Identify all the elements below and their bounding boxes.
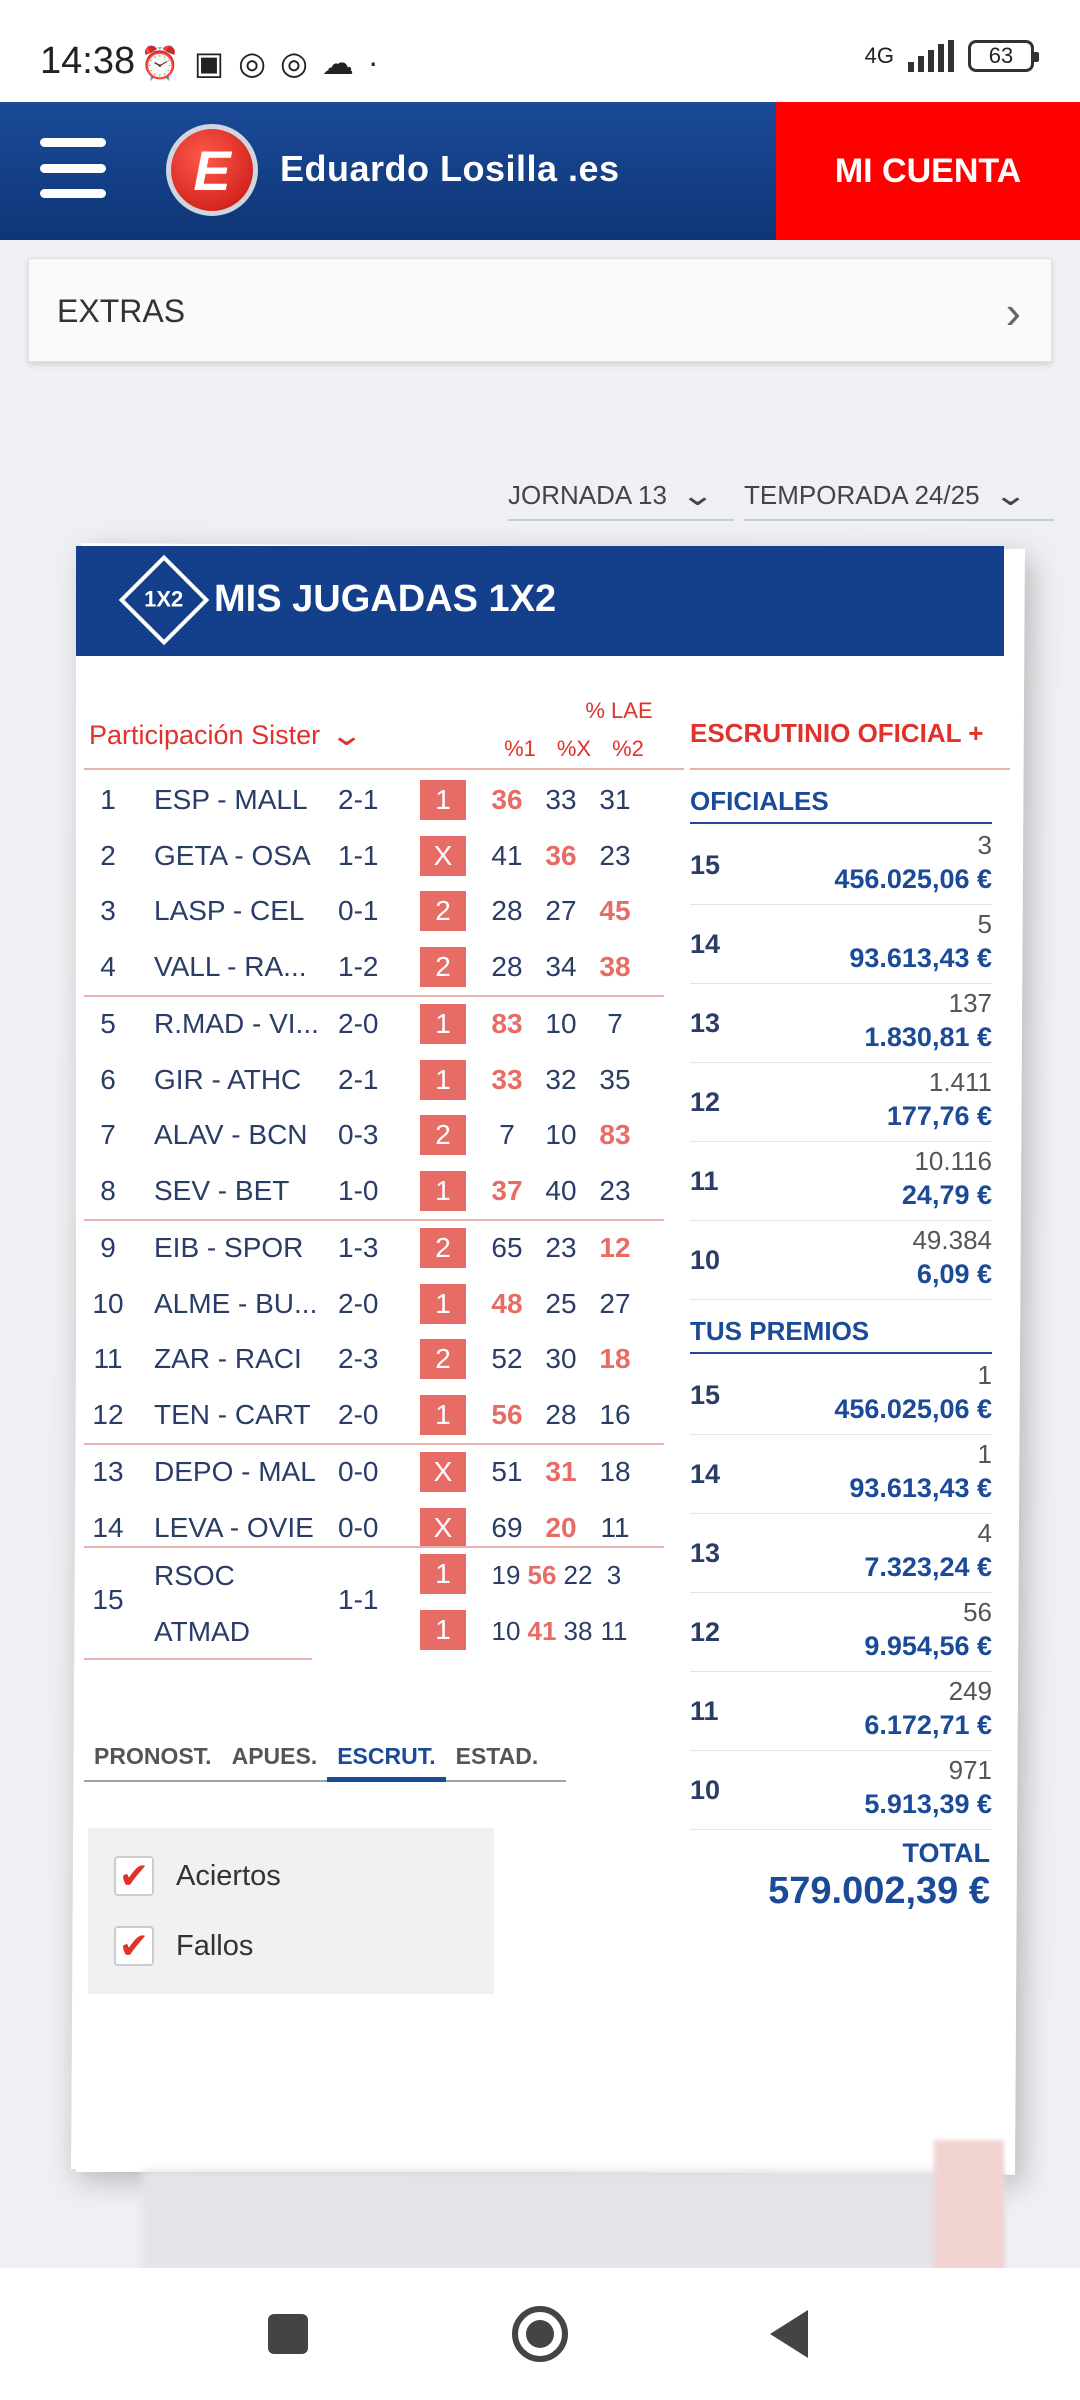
prize-count: 49.384 (912, 1225, 992, 1255)
pleno-home-team: RSOC (154, 1560, 235, 1591)
match-score: 2-3 (338, 1343, 379, 1374)
lae-percent: 27 (545, 895, 577, 926)
more-dot-icon: · (367, 44, 379, 80)
oficial-prize-row (690, 984, 992, 1063)
recents-icon[interactable] (268, 2314, 308, 2354)
lae-percent: 28 (491, 895, 523, 926)
prize-amount: 177,76 € (886, 1101, 992, 1131)
system-icons (865, 40, 1034, 72)
tus-premios-title: TUS PREMIOS (690, 1316, 870, 1346)
prize-category: 11 (690, 1696, 719, 1726)
prize-category: 12 (690, 1617, 721, 1647)
notification-icons (140, 44, 379, 82)
match-number: 14 (92, 1512, 124, 1543)
pleno-away-team: ATMAD (154, 1616, 250, 1647)
lae-percent: 51 (491, 1456, 523, 1487)
lae-percent: 20 (545, 1512, 577, 1543)
pleno-away-pct: 11 (600, 1616, 628, 1646)
match-number: 11 (93, 1343, 123, 1374)
prize-category: 13 (690, 1538, 721, 1568)
fallos-label: Fallos (176, 1929, 254, 1962)
match-row (84, 1052, 684, 1107)
prize-count: 10.116 (914, 1146, 992, 1176)
lae-percent: 18 (599, 1343, 631, 1374)
lae-percent: 83 (599, 1119, 631, 1150)
fallos-checkbox[interactable] (114, 1926, 253, 1966)
lae-percent: 31 (599, 784, 631, 815)
total-label: TOTAL (902, 1838, 990, 1868)
match-score: 1-0 (338, 1175, 379, 1206)
match-score: 1-1 (338, 840, 379, 871)
chevron-right-icon: › (1005, 286, 1021, 338)
match-number: 8 (100, 1175, 116, 1206)
oficial-prize-row (690, 1063, 992, 1142)
lae-percent: 35 (599, 1064, 631, 1095)
match-score: 2-0 (338, 1288, 379, 1319)
lae-percent: 28 (545, 1399, 577, 1430)
match-sign: 1 (420, 1004, 466, 1044)
match-sign: 1 (420, 1060, 466, 1100)
match-teams: ALME - BU... (154, 1288, 318, 1319)
lae-percent: 31 (545, 1456, 577, 1487)
match-score: 0-0 (338, 1512, 379, 1543)
prize-amount: 7.323,24 € (864, 1552, 992, 1582)
temporada-value: TEMPORADA 24/25 (744, 480, 980, 510)
lae-percent: 41 (491, 840, 523, 871)
match-teams: ZAR - RACI (154, 1343, 302, 1374)
legend (88, 1828, 494, 1994)
match-sign: 2 (420, 1115, 466, 1155)
lae-percent: 10 (545, 1008, 577, 1039)
match-teams: EIB - SPOR (154, 1232, 304, 1263)
match-score: 2-0 (338, 1399, 379, 1430)
match-row (84, 1276, 684, 1331)
match-score: 1-1 (338, 1584, 379, 1615)
pleno-away-pct: 10 (491, 1616, 521, 1646)
tu-premio-row (690, 1751, 992, 1830)
lae-percent: 48 (491, 1288, 523, 1319)
prize-category: 10 (690, 1245, 721, 1275)
prize-category: 14 (690, 929, 721, 959)
lae-percent: 12 (599, 1232, 631, 1263)
account-button[interactable]: MI CUENTA (776, 102, 1080, 240)
match-number: 2 (100, 840, 116, 871)
tu-premio-row (690, 1593, 992, 1672)
match-row (84, 1331, 684, 1386)
match-row (84, 828, 684, 883)
oficial-prize-row (690, 826, 992, 905)
divider (690, 822, 992, 824)
status-bar (0, 0, 1080, 102)
app-icon: ☁ (321, 45, 354, 81)
match-sign: 1 (420, 780, 466, 820)
prize-category: 12 (690, 1087, 721, 1117)
lae-percent: 40 (545, 1175, 577, 1206)
lae-title: % LAE (585, 698, 653, 723)
prize-category: 10 (690, 1775, 721, 1805)
quiniela-1x2-icon: 1X2 (119, 555, 210, 646)
tu-premio-row (690, 1356, 992, 1435)
match-score: 0-1 (338, 895, 379, 926)
lae-percent: 10 (545, 1119, 577, 1150)
pleno-home-pct: 56 (527, 1560, 557, 1590)
prize-category: 14 (690, 1459, 721, 1489)
prize-amount: 5.913,39 € (864, 1789, 992, 1819)
menu-icon[interactable] (40, 138, 106, 198)
divider (690, 768, 1010, 770)
lae-percent: 11 (600, 1512, 630, 1543)
prize-count: 5 (977, 909, 992, 939)
tu-premio-row (690, 1514, 992, 1593)
pleno-away-pct: 41 (527, 1616, 557, 1646)
prize-amount: 6,09 € (916, 1259, 992, 1289)
lae-percent: 65 (491, 1232, 523, 1263)
prize-count: 137 (948, 988, 992, 1018)
card-header (76, 546, 1004, 656)
match-sign: 1 (420, 1284, 466, 1324)
lae-percent: 83 (491, 1008, 523, 1039)
match-row-15 (84, 1546, 684, 1658)
group-divider (84, 1658, 312, 1660)
pleno-home-pct: 3 (606, 1560, 622, 1590)
logo-icon[interactable]: E (166, 124, 258, 216)
match-sign: 2 (420, 891, 466, 931)
match-teams: TEN - CART (154, 1399, 311, 1430)
chevron-down-icon: ⌄ (992, 479, 1028, 512)
match-score: 0-3 (338, 1119, 379, 1150)
prize-count: 249 (948, 1676, 992, 1706)
prize-category: 15 (690, 850, 721, 880)
battery-level: 63 (988, 43, 1014, 68)
prize-amount: 6.172,71 € (864, 1710, 992, 1740)
temporada-select[interactable] (744, 478, 1054, 521)
match-row (84, 772, 684, 827)
lae-percent: 23 (599, 840, 631, 871)
check-icon: ✔ (114, 1926, 154, 1966)
match-sign: 2 (420, 1339, 466, 1379)
match-number: 6 (100, 1064, 116, 1095)
pleno-home-sign: 1 (420, 1554, 466, 1594)
oficial-prize-row (690, 1142, 992, 1221)
lae-percent: 18 (599, 1456, 631, 1487)
match-number: 5 (100, 1008, 116, 1039)
oficial-prize-row (690, 905, 992, 984)
match-number: 15 (92, 1584, 124, 1615)
lae-col-1: %1 (504, 736, 536, 761)
prize-amount: 456.025,06 € (834, 1394, 992, 1424)
match-sign: X (420, 1508, 466, 1548)
match-score: 2-1 (338, 1064, 379, 1095)
prize-count: 1 (977, 1439, 992, 1469)
prize-count: 3 (977, 830, 992, 860)
match-score: 2-0 (338, 1008, 379, 1039)
lae-col-2: %2 (612, 736, 644, 761)
match-teams: LEVA - OVIE (154, 1512, 314, 1543)
lae-percent: 33 (491, 1064, 523, 1095)
match-sign: X (420, 1452, 466, 1492)
lae-percent: 27 (599, 1288, 631, 1319)
nfc-icon: ▣ (193, 45, 225, 81)
lae-percent: 56 (491, 1399, 523, 1430)
navigation-bar (0, 2268, 1080, 2400)
card-title: MIS JUGADAS 1X2 (214, 578, 557, 620)
lae-percent: 45 (599, 895, 631, 926)
match-number: 3 (100, 895, 116, 926)
prize-count: 56 (963, 1597, 992, 1627)
site-header (0, 102, 1080, 240)
prize-category: 15 (690, 1380, 721, 1410)
alarm-icon: ⏰ (140, 45, 180, 81)
lae-percent: 36 (491, 784, 523, 815)
lae-percent: 30 (545, 1343, 577, 1374)
match-number: 1 (100, 784, 116, 815)
jornada-value: JORNADA 13 (508, 480, 667, 510)
mis-jugadas-card (76, 546, 1004, 2172)
pleno-home-pct: 22 (563, 1560, 593, 1590)
match-row (84, 939, 684, 994)
prize-amount: 93.613,43 € (849, 943, 992, 973)
pleno-away-pct: 38 (563, 1616, 593, 1646)
lae-percent: 34 (545, 951, 577, 982)
lae-col-x: %X (556, 736, 592, 761)
lae-percent: 69 (491, 1512, 523, 1543)
prize-amount: 24,79 € (901, 1180, 992, 1210)
match-sign: X (420, 836, 466, 876)
match-number: 7 (100, 1119, 116, 1150)
check-icon: ✔ (114, 1856, 154, 1896)
prize-amount: 1.830,81 € (864, 1022, 992, 1052)
lae-percent: 28 (491, 951, 523, 982)
tu-premio-row (690, 1672, 992, 1751)
instagram-icon: ◎ (238, 45, 266, 81)
match-number: 4 (100, 951, 116, 982)
prize-count: 1.411 (928, 1067, 992, 1097)
match-sign: 2 (420, 1228, 466, 1268)
aciertos-label: Aciertos (176, 1859, 281, 1892)
pleno-away-sign: 1 (420, 1610, 466, 1650)
lae-percent: 33 (545, 784, 577, 815)
lae-percent: 52 (491, 1343, 523, 1374)
match-teams: ESP - MALL (154, 784, 308, 815)
divider (690, 1352, 992, 1354)
next-card-peek (142, 2170, 1004, 2270)
tab-escrutinio[interactable]: ESCRUT. (327, 1740, 445, 1782)
match-teams: GIR - ATHC (154, 1064, 302, 1095)
lae-percent: 7 (499, 1119, 515, 1150)
match-row (84, 883, 684, 938)
prize-amount: 9.954,56 € (864, 1631, 992, 1661)
escrutinio-oficial-link[interactable]: ESCRUTINIO OFICIAL + (690, 718, 984, 748)
jornada-select[interactable] (508, 478, 734, 521)
match-teams: VALL - RA... (154, 951, 307, 982)
lae-percent: 7 (607, 1008, 623, 1039)
match-teams: SEV - BET (154, 1175, 290, 1206)
match-row (84, 1220, 684, 1275)
brand-name[interactable]: Eduardo Losilla .es (280, 148, 620, 189)
chevron-down-icon: ⌄ (679, 479, 716, 512)
lae-percent: 23 (545, 1232, 577, 1263)
signal-icon (908, 40, 954, 72)
chevron-down-icon: ⌄ (329, 719, 365, 752)
match-row (84, 1444, 684, 1499)
match-teams: ALAV - BCN (154, 1119, 308, 1150)
prize-count: 4 (977, 1518, 992, 1548)
lae-percent: 23 (599, 1175, 631, 1206)
match-number: 13 (92, 1456, 124, 1487)
total-value: 579.002,39 € (768, 1870, 990, 1912)
tab-apuestas[interactable]: APUES. (231, 1743, 318, 1769)
home-icon[interactable] (512, 2306, 568, 2362)
match-score: 2-1 (338, 784, 379, 815)
prize-count: 1 (977, 1360, 992, 1390)
match-teams: GETA - OSA (154, 840, 311, 871)
oficiales-title: OFICIALES (690, 786, 829, 816)
tab-estadisticas[interactable]: ESTAD. (455, 1743, 539, 1769)
participation-select[interactable] (89, 718, 365, 753)
match-score: 1-3 (338, 1232, 379, 1263)
prize-amount: 93.613,43 € (849, 1473, 992, 1503)
match-sign: 1 (420, 1395, 466, 1435)
divider (84, 768, 684, 770)
match-number: 12 (92, 1399, 124, 1430)
lae-percent: 37 (491, 1175, 523, 1206)
oficial-prize-row (690, 1221, 992, 1300)
lae-percent: 16 (599, 1399, 631, 1430)
side-card-peek (934, 2140, 1004, 2280)
match-score: 0-0 (338, 1456, 379, 1487)
match-row (84, 1387, 684, 1442)
extras-row[interactable] (28, 258, 1052, 362)
aciertos-checkbox[interactable] (114, 1856, 281, 1896)
lae-percent: 25 (545, 1288, 577, 1319)
match-sign: 2 (420, 947, 466, 987)
network-type: 4G (864, 43, 894, 68)
instagram-icon-2: ◎ (280, 45, 308, 81)
prize-count: 971 (948, 1755, 992, 1785)
tab-pronosticos[interactable]: PRONOST. (94, 1743, 212, 1769)
lae-percent: 36 (545, 840, 577, 871)
pleno-home-pct: 19 (491, 1560, 521, 1590)
match-score: 1-2 (338, 951, 379, 982)
prize-category: 11 (690, 1166, 719, 1196)
lae-percent: 38 (599, 951, 631, 982)
battery-icon (968, 40, 1034, 72)
match-teams: R.MAD - VI... (154, 1008, 319, 1039)
extras-label: EXTRAS (57, 293, 186, 329)
participation-label: Participación Sister (89, 720, 321, 750)
match-teams: DEPO - MAL (154, 1456, 316, 1487)
prize-amount: 456.025,06 € (834, 864, 992, 894)
view-tabs (84, 1740, 566, 1782)
match-row (84, 996, 684, 1051)
prize-category: 13 (690, 1008, 721, 1038)
match-row (84, 1163, 684, 1218)
match-row (84, 1107, 684, 1162)
tu-premio-row (690, 1435, 992, 1514)
clock: 14:38 (40, 40, 136, 82)
match-sign: 1 (420, 1171, 466, 1211)
match-teams: LASP - CEL (154, 895, 305, 926)
match-number: 9 (100, 1232, 116, 1263)
match-number: 10 (92, 1288, 124, 1319)
lae-percent: 32 (545, 1064, 577, 1095)
back-icon[interactable] (770, 2310, 808, 2358)
